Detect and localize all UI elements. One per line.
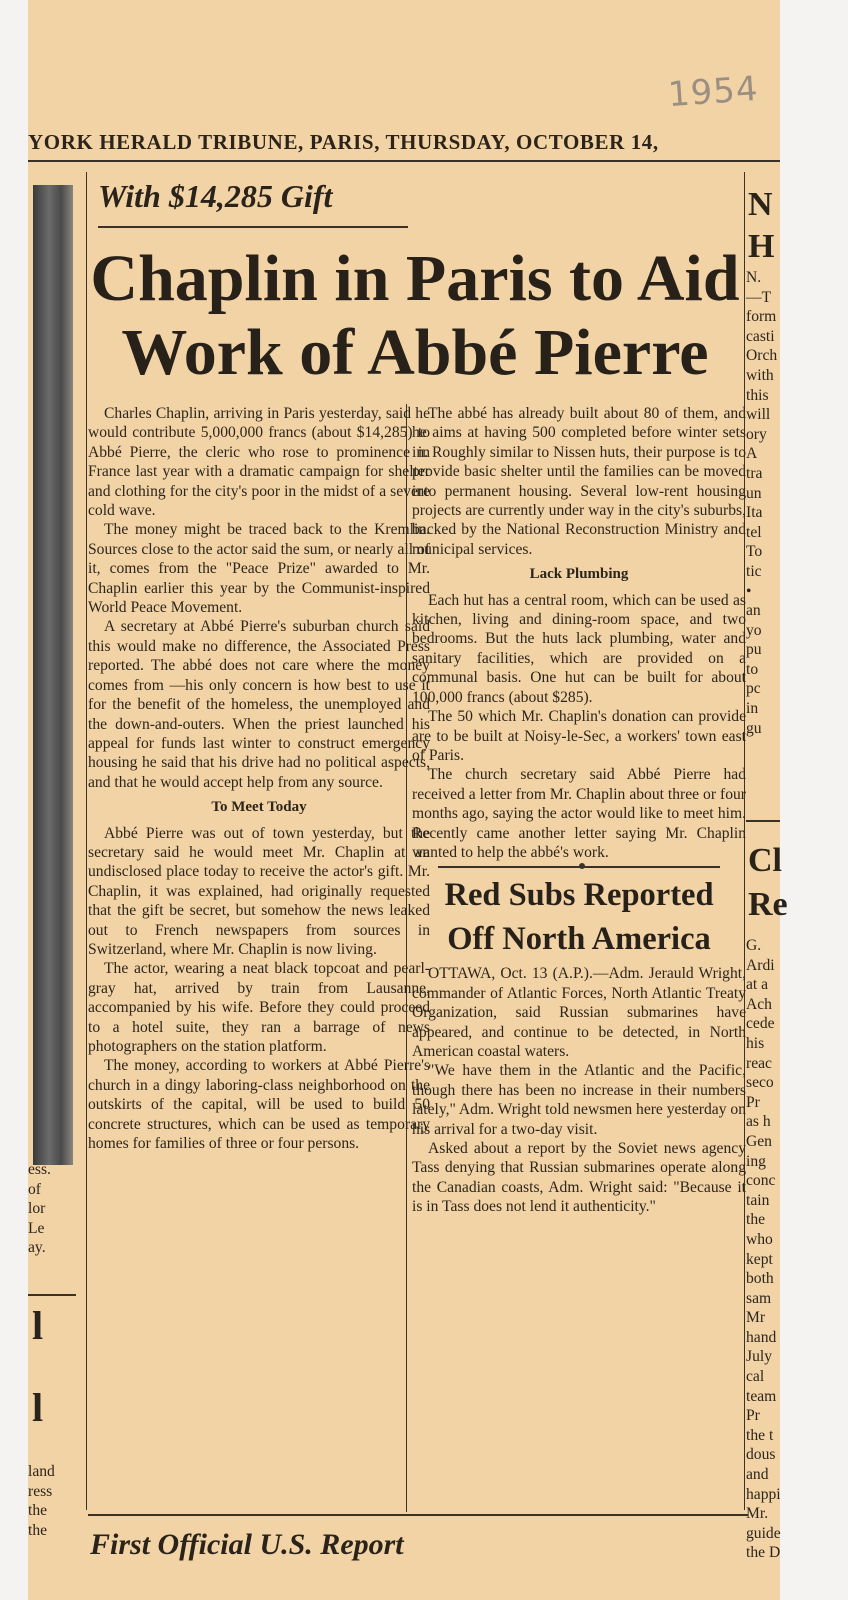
right-fragment-rule xyxy=(746,820,780,822)
right-fragment-line: ory xyxy=(746,425,767,443)
right-fragment-line: kept xyxy=(746,1250,773,1268)
article-divider xyxy=(438,866,720,868)
subheading-to-meet-today: To Meet Today xyxy=(211,799,307,816)
left-fragment-line: the xyxy=(28,1502,48,1520)
right-fragment-line: hand xyxy=(746,1328,777,1346)
article-headline xyxy=(90,242,740,390)
left-fragment-headline-1: l xyxy=(32,1303,44,1348)
paragraph: The money might be traced back to the Kremlin. Sources close to the actor said the sum, or nearly all of it, comes from the "Peace Prize" awarded to Mr. Chaplin earlier this year by the Communist-inspired World Peace Movement. xyxy=(88,521,430,617)
article-column-2 xyxy=(412,404,746,1217)
right-fragment-line: will xyxy=(746,406,771,424)
left-fragment-rule xyxy=(28,1294,76,1296)
right-fragment-line: in xyxy=(746,700,759,718)
right-fragment-line: Ach xyxy=(746,995,772,1013)
right-fragment-line: guide xyxy=(746,1524,781,1542)
right-fragment-line: To xyxy=(746,543,763,561)
article2-headline-line-2: Off North America xyxy=(447,921,711,958)
right-fragment-line: ing xyxy=(746,1152,766,1170)
right-fragment-line: tain xyxy=(746,1191,770,1209)
left-fragment-line: lor xyxy=(28,1200,46,1218)
right-fragment-line: • xyxy=(746,582,752,600)
right-fragment-line: reac xyxy=(746,1054,772,1072)
right-fragment-line: as h xyxy=(746,1113,771,1131)
left-fragment-line: ay. xyxy=(28,1239,46,1257)
right-fragment-line: the xyxy=(746,1211,766,1229)
left-fragment-line: Le xyxy=(28,1219,45,1237)
article-column-1 xyxy=(88,404,430,1153)
right-fragment-line: at a xyxy=(746,976,769,994)
right-fragment-line: and xyxy=(746,1466,769,1484)
right-fragment-line: with xyxy=(746,366,774,384)
left-fragment-line: ess. xyxy=(28,1161,51,1178)
left-fragment-line: ress xyxy=(28,1482,53,1500)
right-fragment-text-2 xyxy=(746,936,780,1563)
right-fragment-line: Gen xyxy=(746,1132,772,1150)
right-fragment-line: tic xyxy=(746,562,762,580)
right-fragment-line: dous xyxy=(746,1446,776,1464)
left-fragment-text-1 xyxy=(28,1160,76,1258)
column-rule-left xyxy=(86,172,87,1510)
left-fragment-line: of xyxy=(28,1180,41,1198)
subheading-lack-plumbing: Lack Plumbing xyxy=(529,566,629,583)
right-fragment-line: who xyxy=(746,1230,773,1248)
right-fragment-line: un xyxy=(746,484,762,502)
adjacent-photo-fragment xyxy=(33,185,73,1165)
left-fragment-line: land xyxy=(28,1463,55,1480)
right-fragment-line: sam xyxy=(746,1289,772,1307)
left-fragment-text-2 xyxy=(28,1462,76,1540)
right-fragment-line: casti xyxy=(746,327,775,345)
right-fragment-line: conc xyxy=(746,1172,776,1190)
headline-line-2: Work of Abbé Pierre xyxy=(121,316,709,389)
newspaper-clipping xyxy=(28,0,788,1600)
right-fragment-line: seco xyxy=(746,1074,774,1092)
paragraph: The actor, wearing a neat black topcoat and pearl-gray hat, arrived by train from Lausanne, accompanied by his wife. Before they could proceed to a hotel suite, they ran a barrage of news photographers on the station platform. xyxy=(88,960,430,1055)
right-fragment-line: cede xyxy=(746,1015,775,1033)
right-fragment-line: Pr xyxy=(746,1407,760,1425)
right-fragment-line: his xyxy=(746,1034,765,1052)
handwritten-year-annotation: 1954 xyxy=(666,68,760,116)
headline-line-1: Chaplin in Paris to Aid xyxy=(90,242,740,315)
right-fragment-line: Ita xyxy=(746,504,763,522)
right-fragment-line: July xyxy=(746,1348,772,1366)
right-fragment-line: an xyxy=(746,602,761,620)
right-fragment-line: G. xyxy=(746,937,762,954)
paragraph: The church secretary said Abbé Pierre had received a letter from Mr. Chaplin about three or four months ago, saying the actor would like to meet him. Recently came another letter saying Mr. Chaplin wanted to help the abbé's work. xyxy=(412,766,746,861)
right-fragment-line: the t xyxy=(746,1426,774,1444)
right-fragment-line: Orch xyxy=(746,347,778,365)
right-fragment-line: Mr xyxy=(746,1309,766,1327)
right-fragment-line: —T xyxy=(746,288,772,306)
paragraph: The abbé has already built about 80 of them, and he aims at having 500 completed before winter sets in. Roughly similar to Nissen huts, their purpose is to provide basic shelter until the families can be moved into permanent housing. Several low-rent housing projects are currently under way in the city's suburbs, backed by the National Reconstruction Ministry and municipal services. xyxy=(412,405,746,558)
right-fragment-text-1 xyxy=(746,268,780,738)
kicker-rule xyxy=(98,226,408,228)
right-fragment-line: this xyxy=(746,386,769,404)
right-fragment-headline-2: H xyxy=(748,228,775,265)
right-fragment-line: tel xyxy=(746,523,762,541)
paragraph: Charles Chaplin, arriving in Paris yesterday, said he would contribute 5,000,000 francs (about $14,285) to Abbé Pierre, the cleric who rose to prominence in France last year with a dramatic campaign for shelter and clothing for the city's poor in the midst of a severe cold wave. xyxy=(88,405,430,520)
right-fragment-headline-3: Cl xyxy=(748,842,782,879)
right-fragment-headline-4: Re xyxy=(748,886,788,923)
next-article-headline: First Official U.S. Report xyxy=(90,1528,404,1561)
right-fragment-line: Ardi xyxy=(746,956,775,974)
right-fragment-line: A xyxy=(746,445,758,463)
paragraph: The money, according to workers at Abbé Pierre's church in a dingy laboring-class neighborhood on the outskirts of the capital, will be used to build 50 concrete structures, which can be used as temporary homes for families of three or four persons. xyxy=(88,1057,430,1153)
paragraph: Each hut has a central room, which can be used as kitchen, living and dining-room space, and two bedrooms. But the huts lack plumbing, water and sanitary facilities, which are provided on a communal basis. One hut can be built for about 100,000 francs (about $285). xyxy=(412,591,746,706)
right-fragment-line: yo xyxy=(746,621,762,639)
paragraph: A secretary at Abbé Pierre's suburban church said this would make no difference, the Associated Press reported. The abbé does not care where the money comes from —his only concern is how best to use it for the benefit of the homeless, the unemployed and the down-and-outers. When the priest launched his appeal for funds last winter to construct emergency housing he said that his drive had no political aspects, and that he would accept help from any source. xyxy=(88,618,430,791)
right-fragment-line: gu xyxy=(746,719,762,737)
right-fragment-line: pu xyxy=(746,641,762,659)
right-fragment-line: pc xyxy=(746,680,761,698)
masthead-rule xyxy=(28,160,780,162)
left-fragment-headline-2: l xyxy=(32,1385,44,1430)
article2-headline-line-1: Red Subs Reported xyxy=(444,877,714,914)
right-fragment-line: to xyxy=(746,660,759,678)
masthead: YORK HERALD TRIBUNE, PARIS, THURSDAY, OCTOBER 14, xyxy=(28,130,659,154)
right-fragment-headline-1: N xyxy=(748,186,773,223)
left-fragment-line: the xyxy=(28,1521,48,1539)
paragraph: The 50 which Mr. Chaplin's donation can provide are to be built at Noisy-le-Sec, a workers' town east of Paris. xyxy=(412,708,746,764)
article-kicker: With $14,285 Gift xyxy=(98,178,333,214)
divider-dot xyxy=(579,863,585,869)
right-fragment-line: Pr xyxy=(746,1093,760,1111)
right-fragment-line: Mr. xyxy=(746,1505,769,1523)
right-fragment-line: cal xyxy=(746,1368,765,1386)
right-fragment-line: both xyxy=(746,1270,774,1288)
paragraph: "We have them in the Atlantic and the Pacific, though there has been no increase in their numbers lately," Adm. Wright told newsmen here yesterday on his arrival for a two-day visit. xyxy=(412,1062,746,1138)
paragraph: Asked about a report by the Soviet news agency Tass denying that Russian submarines operate along the Canadian coasts, Adm. Wright said: "Because it is in Tass does not lend it authenticity." xyxy=(412,1140,746,1216)
right-fragment-line: tra xyxy=(746,464,763,482)
right-fragment-line: team xyxy=(746,1387,777,1405)
right-fragment-line: happi xyxy=(746,1485,781,1503)
bottom-rule xyxy=(88,1514,748,1516)
right-fragment-line: the D xyxy=(746,1544,781,1562)
right-fragment-line: N. xyxy=(746,269,762,286)
right-fragment-line: form xyxy=(746,308,777,326)
paragraph: OTTAWA, Oct. 13 (A.P.).—Adm. Jerauld Wright, commander of Atlantic Forces, North Atlantic Treaty Organization, said Russian submarines have appeared, and continue to be detected, in North American coastal waters. xyxy=(412,965,746,1060)
paragraph: Abbé Pierre was out of town yesterday, but the secretary said he would meet Mr. Chaplin at an undisclosed place today to receive the actor's gift. Mr. Chaplin, it was explained, had originally requested that the gift be secret, but somehow the news leaked out to French newspapers from sources in Switzerland, where Mr. Chaplin is now living. xyxy=(88,824,430,958)
